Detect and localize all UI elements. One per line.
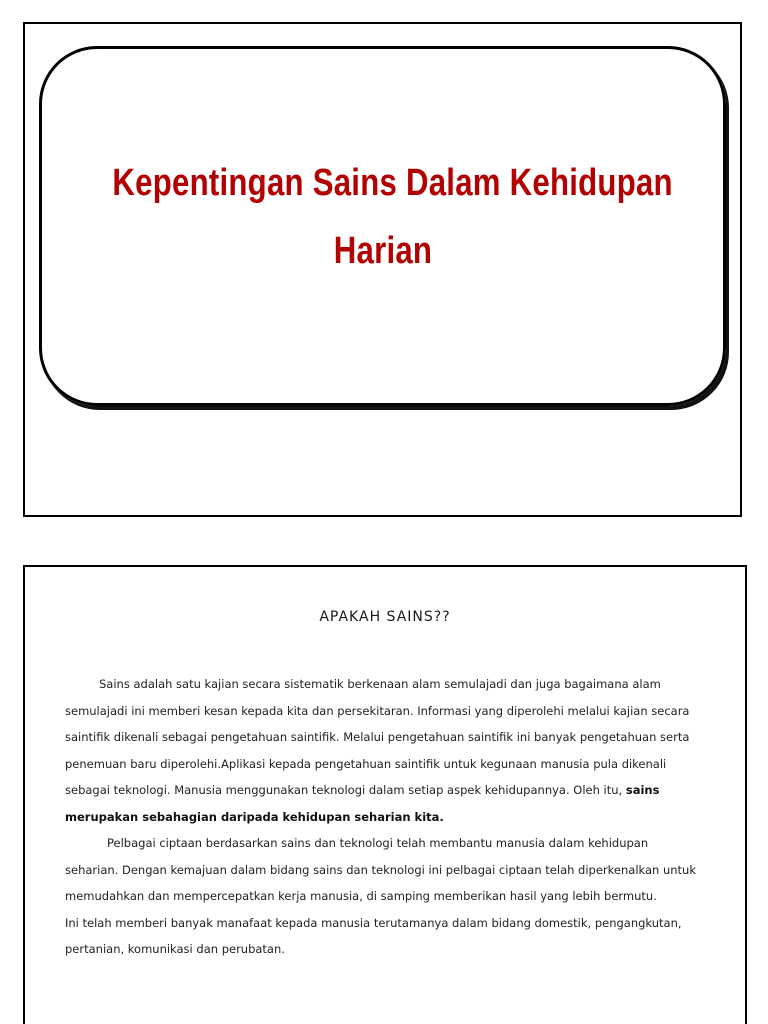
document-title <box>111 149 673 303</box>
title-line-1: Kepentingan Sains Dalam Kehidupan <box>111 162 673 204</box>
paragraph-1-line-1: Sains adalah satu kajian secara sistematik berkenaan alam semulajadi dan juga bagaimana alam <box>99 677 661 691</box>
body-text <box>65 671 719 963</box>
paragraph-2 <box>65 830 719 963</box>
paragraph-1 <box>65 671 719 830</box>
bold-phrase-continuation: merupakan sebahagian daripada kehidupan seharian kita. <box>65 809 444 824</box>
paragraph-2-line-4: Ini telah memberi banyak manafaat kepada manusia terutamanya dalam bidang domestik, pengangkutan, <box>65 915 682 930</box>
paragraph-2-line-2: seharian. Dengan kemajuan dalam bidang sains dan teknologi ini pelbagai ciptaan telah diperkenalkan untuk <box>65 862 696 877</box>
paragraph-2-line-3: memudahkan dan mempercepatkan kerja manusia, di samping memberikan hasil yang lebih bermutu. <box>65 889 657 903</box>
cover-page-frame <box>23 22 742 517</box>
section-heading: APAKAH SAINS?? <box>319 609 451 625</box>
paragraph-2-line-1: Pelbagai ciptaan berdasarkan sains dan teknologi telah membantu manusia dalam kehidupan <box>107 836 649 850</box>
bold-phrase-sains: sains <box>625 783 660 797</box>
paragraph-2-line-5: pertanian, komunikasi dan perubatan. <box>65 942 285 956</box>
paragraph-1-line-4: penemuan baru diperolehi.Aplikasi kepada pengetahuan saintifik untuk kegunaan manusia pula dikenali <box>65 756 667 771</box>
paragraph-1-line-2: semulajadi ini memberi kesan kepada kita dan persekitaran. Informasi yang diperolehi melalui kajian secara <box>65 703 690 718</box>
paragraph-1-line-5 <box>65 777 719 804</box>
title-box <box>39 46 726 406</box>
title-line-2: Harian <box>333 230 432 272</box>
paragraph-1-line-5-text: sebagai teknologi. Manusia menggunakan teknologi dalam setiap aspek kehidupannya. Oleh itu, <box>65 783 626 797</box>
content-page-frame <box>23 565 747 1024</box>
paragraph-1-line-3: saintifik dikenali sebagai pengetahuan saintifik. Melalui pengetahuan saintifik ini banyak pengetahuan serta <box>65 730 690 744</box>
